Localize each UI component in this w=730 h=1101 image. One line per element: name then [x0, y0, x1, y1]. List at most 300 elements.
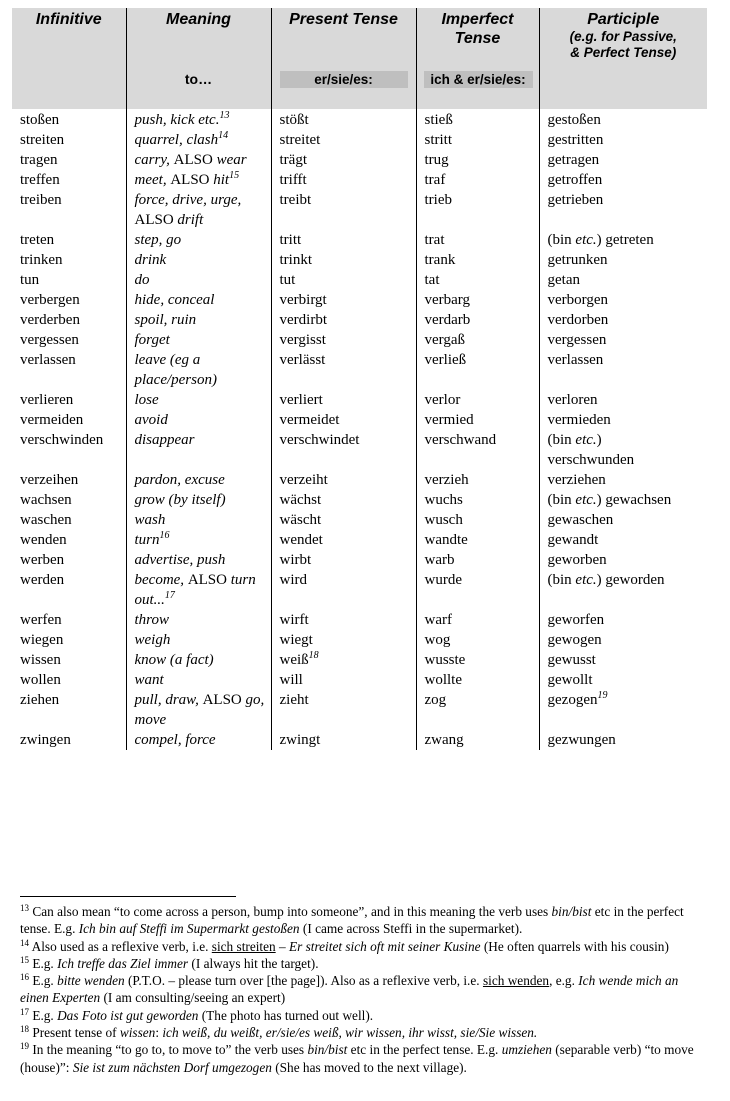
meaning-cell: [126, 410, 271, 430]
footnote-17: [20, 1007, 710, 1024]
present-text: wächst: [279, 492, 322, 508]
footnote-18-text-c: :: [155, 1025, 160, 1041]
imperfect-text: verdarb: [424, 312, 471, 328]
infinitive-text: verderben: [20, 312, 80, 328]
participle-cell: [539, 150, 707, 170]
infinitive-text: werden: [20, 572, 65, 588]
footnote-ref: 14: [218, 130, 229, 141]
meaning-cell: [126, 650, 271, 670]
imperfect-cell: [416, 350, 539, 390]
meaning-text: pardon, excuse: [134, 472, 225, 488]
footnote-15-text-c: (I always hit the target).: [191, 955, 319, 971]
footnote-ref: 13: [219, 110, 230, 121]
meaning-text: leave (eg a place/person): [134, 352, 217, 388]
infinitive-cell: [12, 570, 126, 610]
meaning-also: ALSO: [202, 692, 242, 708]
present-text: tut: [279, 272, 296, 288]
participle-text: getragen: [547, 152, 600, 168]
footnote-19: [20, 1041, 710, 1076]
table-row: [12, 310, 707, 330]
imperfect-text: traf: [424, 172, 446, 188]
present-cell: [271, 250, 416, 270]
footnote-16-text-c: (P.T.O. – please turn over [the page]). Also as a reflexive verb, i.e.: [127, 973, 480, 989]
infinitive-text: wachsen: [20, 492, 72, 508]
infinitive-text: verlassen: [20, 352, 76, 368]
participle-cell: [539, 190, 707, 230]
footnote-13-text-d: Ich bin auf Steffi im Supermarkt gestoßen: [78, 921, 300, 937]
meaning-cell: [126, 670, 271, 690]
infinitive-cell: [12, 190, 126, 230]
present-cell: [271, 550, 416, 570]
footnote-16-text-d: sich wenden: [482, 973, 550, 989]
infinitive-text: wollen: [20, 672, 61, 688]
participle-cell: [539, 250, 707, 270]
meaning-tail: hit: [213, 172, 230, 188]
present-cell: [271, 190, 416, 230]
table-row: [12, 510, 707, 530]
footnote-18: [20, 1024, 710, 1041]
footnote-15-number: 15: [20, 954, 29, 965]
infinitive-cell: [12, 310, 126, 330]
infinitive-cell: [12, 330, 126, 350]
table-row: [12, 610, 707, 630]
present-cell: [271, 130, 416, 150]
infinitive-cell: [12, 510, 126, 530]
participle-etc: etc.: [575, 432, 597, 448]
imperfect-text: verließ: [424, 352, 467, 368]
imperfect-cell: [416, 630, 539, 650]
present-cell: [271, 330, 416, 350]
present-cell: [271, 570, 416, 610]
imperfect-text: stieß: [424, 112, 453, 128]
present-cell: [271, 170, 416, 190]
meaning-also: ALSO: [134, 212, 174, 228]
meaning-cell: [126, 390, 271, 410]
participle-text: getrunken: [547, 252, 608, 268]
present-text: verbirgt: [279, 292, 327, 308]
participle-cell: [539, 510, 707, 530]
meaning-cell: [126, 690, 271, 730]
meaning-cell: [126, 570, 271, 610]
participle-text: gezogen: [547, 692, 598, 708]
present-cell: [271, 670, 416, 690]
meaning-text: pull, draw,: [134, 692, 199, 708]
participle-cell: [539, 130, 707, 150]
participle-text: gestritten: [547, 132, 604, 148]
infinitive-cell: [12, 270, 126, 290]
participle-cell: [539, 170, 707, 190]
participle-text: gewollt: [547, 672, 593, 688]
infinitive-text: ziehen: [20, 692, 60, 708]
meaning-text: know (a fact): [134, 652, 214, 668]
infinitive-cell: [12, 550, 126, 570]
meaning-cell: [126, 730, 271, 750]
imperfect-cell: [416, 130, 539, 150]
infinitive-cell: [12, 430, 126, 470]
imperfect-text: warf: [424, 612, 452, 628]
participle-text: gewogen: [547, 632, 602, 648]
present-cell: [271, 230, 416, 250]
footnote-16-text-g: (I am consulting/seeing an expert): [103, 990, 286, 1006]
infinitive-cell: [12, 650, 126, 670]
present-text: wendet: [279, 532, 323, 548]
table-row: [12, 530, 707, 550]
infinitive-text: trinken: [20, 252, 63, 268]
header-meaning-sub: to…: [184, 71, 213, 87]
imperfect-text: verschwand: [424, 432, 497, 448]
imperfect-text: trieb: [424, 192, 452, 208]
meaning-text: force, drive, urge,: [134, 192, 242, 208]
infinitive-cell: [12, 730, 126, 750]
footnote-ref: 19: [597, 690, 608, 701]
footnote-16-text-f: Ich wende mich an einen Experten: [20, 973, 679, 1006]
table-row: [12, 109, 707, 130]
meaning-cell: [126, 170, 271, 190]
participle-cell: [539, 490, 707, 510]
participle-text: geworben: [547, 552, 607, 568]
present-cell: [271, 470, 416, 490]
imperfect-text: wusch: [424, 512, 463, 528]
footnote-19-number: 19: [20, 1041, 29, 1052]
meaning-cell: [126, 630, 271, 650]
meaning-cell: [126, 250, 271, 270]
meaning-cell: [126, 510, 271, 530]
infinitive-cell: [12, 150, 126, 170]
footnote-13-text-b: bin/bist: [551, 904, 592, 919]
footnote-16-text-a: E.g.: [32, 973, 54, 989]
meaning-text: become,: [134, 572, 185, 588]
footnote-19-text-c: etc in the perfect tense. E.g.: [350, 1042, 499, 1058]
table-header-row: [12, 8, 707, 109]
table-row: [12, 650, 707, 670]
meaning-also: ALSO: [173, 152, 213, 168]
footnote-15-text-a: E.g.: [32, 955, 54, 971]
participle-cell: [539, 690, 707, 730]
imperfect-cell: [416, 150, 539, 170]
meaning-text: turn: [134, 532, 160, 548]
imperfect-cell: [416, 410, 539, 430]
participle-cell: [539, 109, 707, 130]
imperfect-cell: [416, 430, 539, 470]
present-cell: [271, 510, 416, 530]
participle-text: verziehen: [547, 472, 606, 488]
infinitive-text: wenden: [20, 532, 67, 548]
participle-suffix: ) gewachsen: [596, 492, 672, 508]
imperfect-cell: [416, 530, 539, 550]
participle-line2: verschwunden: [547, 452, 635, 468]
present-text: treibt: [279, 192, 312, 208]
imperfect-cell: [416, 290, 539, 310]
footnote-ref: 15: [229, 170, 240, 181]
footnote-13-number: 13: [20, 903, 29, 913]
table-row: [12, 550, 707, 570]
present-text: weiß: [279, 652, 309, 668]
header-imperfect-sub: ich & er/sie/es:: [424, 71, 533, 88]
header-participle-label: Participle: [587, 11, 660, 28]
infinitive-cell: [12, 250, 126, 270]
infinitive-cell: [12, 670, 126, 690]
present-text: vergisst: [279, 332, 326, 348]
present-text: streitet: [279, 132, 321, 148]
header-imperfect-label-2: Tense: [454, 30, 501, 47]
imperfect-cell: [416, 610, 539, 630]
participle-text: getan: [547, 272, 580, 288]
participle-text: verborgen: [547, 292, 609, 308]
footnote-14-text-d: Er streitet sich oft mit seiner Kusine: [288, 938, 481, 954]
present-text: trägt: [279, 152, 307, 168]
participle-text: gezwungen: [547, 732, 616, 748]
participle-cell: [539, 610, 707, 630]
present-text: wirft: [279, 612, 309, 628]
present-text: trifft: [279, 172, 307, 188]
present-text: will: [279, 672, 303, 688]
imperfect-cell: [416, 510, 539, 530]
verb-table: [12, 8, 707, 750]
footnote-14-text-a: Also used as a reflexive verb, i.e.: [31, 938, 209, 954]
participle-cell: [539, 350, 707, 390]
infinitive-cell: [12, 690, 126, 730]
present-cell: [271, 150, 416, 170]
meaning-cell: [126, 490, 271, 510]
infinitive-text: verlieren: [20, 392, 74, 408]
present-cell: [271, 390, 416, 410]
meaning-text: want: [134, 672, 164, 688]
infinitive-cell: [12, 390, 126, 410]
imperfect-cell: [416, 650, 539, 670]
meaning-text: lose: [134, 392, 159, 408]
present-cell: [271, 630, 416, 650]
footnote-16-number: 16: [20, 972, 29, 983]
present-cell: [271, 610, 416, 630]
present-text: zwingt: [279, 732, 321, 748]
meaning-text: weigh: [134, 632, 171, 648]
imperfect-cell: [416, 250, 539, 270]
footnote-19-text-b: bin/bist: [307, 1042, 348, 1058]
imperfect-text: vermied: [424, 412, 474, 428]
meaning-cell: [126, 530, 271, 550]
infinitive-cell: [12, 490, 126, 510]
infinitive-cell: [12, 610, 126, 630]
footnote-14-text-e: (He often quarrels with his cousin): [483, 938, 669, 954]
participle-text: gestoßen: [547, 112, 601, 128]
present-cell: [271, 430, 416, 470]
present-text: verdirbt: [279, 312, 327, 328]
meaning-text: push, kick etc.: [134, 112, 220, 128]
meaning-text: hide, conceal: [134, 292, 215, 308]
present-text: trinkt: [279, 252, 312, 268]
imperfect-text: zog: [424, 692, 447, 708]
footnote-13-text-a: Can also mean “to come across a person, bump into someone”, and in this meaning the verb uses: [32, 904, 549, 919]
participle-prefix: (bin: [547, 492, 572, 508]
present-cell: [271, 290, 416, 310]
present-cell: [271, 530, 416, 550]
participle-cell: [539, 670, 707, 690]
meaning-cell: [126, 310, 271, 330]
footnote-18-text-a: Present tense of: [32, 1025, 117, 1041]
infinitive-text: treffen: [20, 172, 60, 188]
infinitive-text: zwingen: [20, 732, 71, 748]
participle-suffix: ) getreten: [596, 232, 654, 248]
infinitive-text: waschen: [20, 512, 72, 528]
header-imperfect-label-1: Imperfect: [441, 11, 514, 28]
table-row: [12, 690, 707, 730]
meaning-cell: [126, 430, 271, 470]
table-row: [12, 570, 707, 610]
meaning-cell: [126, 109, 271, 130]
participle-text: getrieben: [547, 192, 604, 208]
header-participle: [539, 8, 707, 109]
table-row: [12, 470, 707, 490]
imperfect-text: vergaß: [424, 332, 466, 348]
present-cell: [271, 350, 416, 390]
participle-prefix: (bin: [547, 232, 572, 248]
participle-cell: [539, 530, 707, 550]
meaning-text: step, go: [134, 232, 182, 248]
participle-text: verlassen: [547, 352, 604, 368]
infinitive-cell: [12, 109, 126, 130]
meaning-cell: [126, 230, 271, 250]
participle-cell: [539, 630, 707, 650]
footnote-ref: 18: [308, 650, 319, 661]
infinitive-cell: [12, 530, 126, 550]
table-row: [12, 330, 707, 350]
imperfect-text: trank: [424, 252, 456, 268]
infinitive-cell: [12, 290, 126, 310]
imperfect-text: wog: [424, 632, 451, 648]
present-text: stößt: [279, 112, 309, 128]
participle-cell: [539, 570, 707, 610]
imperfect-cell: [416, 670, 539, 690]
imperfect-text: wandte: [424, 532, 468, 548]
infinitive-text: treten: [20, 232, 55, 248]
participle-cell: [539, 330, 707, 350]
meaning-cell: [126, 350, 271, 390]
infinitive-text: verbergen: [20, 292, 80, 308]
participle-prefix: (bin: [547, 572, 572, 588]
footnote-19-text-a: In the meaning “to go to, to move to” the verb uses: [32, 1042, 305, 1058]
footnote-17-text-c: (The photo has turned out well).: [201, 1007, 374, 1023]
infinitive-text: wiegen: [20, 632, 64, 648]
participle-cell: [539, 550, 707, 570]
infinitive-cell: [12, 350, 126, 390]
present-cell: [271, 690, 416, 730]
header-participle-sub-1: (e.g. for Passive,: [569, 29, 677, 44]
imperfect-text: wusste: [424, 652, 466, 668]
footnote-19-text-g: (She has moved to the next village).: [275, 1059, 467, 1075]
infinitive-text: tragen: [20, 152, 58, 168]
imperfect-text: wurde: [424, 572, 462, 588]
imperfect-cell: [416, 470, 539, 490]
meaning-text: do: [134, 272, 150, 288]
table-row: [12, 270, 707, 290]
table-row: [12, 410, 707, 430]
meaning-text: forget: [134, 332, 170, 348]
participle-cell: [539, 390, 707, 410]
footnote-14-number: 14: [20, 937, 29, 948]
present-cell: [271, 310, 416, 330]
table-row: [12, 230, 707, 250]
meaning-also: ALSO: [170, 172, 210, 188]
participle-cell: [539, 650, 707, 670]
participle-text: vergessen: [547, 332, 607, 348]
imperfect-text: wuchs: [424, 492, 463, 508]
table-row: [12, 150, 707, 170]
infinitive-text: wissen: [20, 652, 61, 668]
table-row: [12, 430, 707, 470]
present-text: tritt: [279, 232, 302, 248]
participle-cell: [539, 310, 707, 330]
meaning-tail: go, move: [134, 692, 265, 728]
footnotes: [20, 903, 710, 1076]
meaning-also: ALSO: [187, 572, 227, 588]
participle-suffix: ) geworden: [596, 572, 665, 588]
participle-cell: [539, 230, 707, 250]
meaning-text: meet,: [134, 172, 167, 188]
footnote-17-text-a: E.g.: [32, 1007, 54, 1023]
table-row: [12, 190, 707, 230]
participle-text: getroffen: [547, 172, 603, 188]
meaning-tail: drift: [177, 212, 204, 228]
imperfect-cell: [416, 230, 539, 250]
footnote-13-text-c: etc in the perfect tense. E.g.: [20, 904, 684, 937]
header-meaning-label: Meaning: [166, 11, 231, 28]
participle-cell: [539, 470, 707, 490]
infinitive-text: tun: [20, 272, 40, 288]
present-text: vermeidet: [279, 412, 340, 428]
present-cell: [271, 270, 416, 290]
infinitive-text: streiten: [20, 132, 65, 148]
participle-cell: [539, 270, 707, 290]
imperfect-text: trug: [424, 152, 449, 168]
meaning-text: quarrel, clash: [134, 132, 219, 148]
footnote-separator: [20, 896, 236, 897]
footnote-19-text-f: Sie ist zum nächsten Dorf umgezogen: [72, 1059, 272, 1075]
header-meaning: [126, 8, 271, 109]
participle-text: verdorben: [547, 312, 609, 328]
meaning-cell: [126, 190, 271, 230]
imperfect-cell: [416, 109, 539, 130]
table-row: [12, 130, 707, 150]
footnote-ref: 16: [159, 530, 170, 541]
meaning-text: drink: [134, 252, 167, 268]
present-text: verschwindet: [279, 432, 360, 448]
footnote-15: [20, 955, 710, 972]
present-text: wiegt: [279, 632, 313, 648]
table-row: [12, 390, 707, 410]
participle-cell: [539, 730, 707, 750]
meaning-text: carry,: [134, 152, 170, 168]
verb-rows: [12, 109, 707, 750]
participle-etc: etc.: [575, 492, 597, 508]
participle-text: verloren: [547, 392, 598, 408]
footnote-14-text-b: sich streiten: [211, 938, 276, 954]
infinitive-text: treiben: [20, 192, 62, 208]
meaning-cell: [126, 290, 271, 310]
participle-text: gewandt: [547, 532, 599, 548]
table-row: [12, 670, 707, 690]
imperfect-cell: [416, 190, 539, 230]
present-cell: [271, 410, 416, 430]
meaning-text: grow (by itself): [134, 492, 226, 508]
participle-cell: [539, 430, 707, 470]
table-row: [12, 490, 707, 510]
footnote-19-text-e: (separable verb) “to move (house)”:: [20, 1042, 694, 1075]
imperfect-text: tat: [424, 272, 440, 288]
infinitive-text: vermeiden: [20, 412, 84, 428]
meaning-text: avoid: [134, 412, 168, 428]
infinitive-text: verschwinden: [20, 432, 104, 448]
header-participle-sub-2: & Perfect Tense): [570, 45, 677, 60]
